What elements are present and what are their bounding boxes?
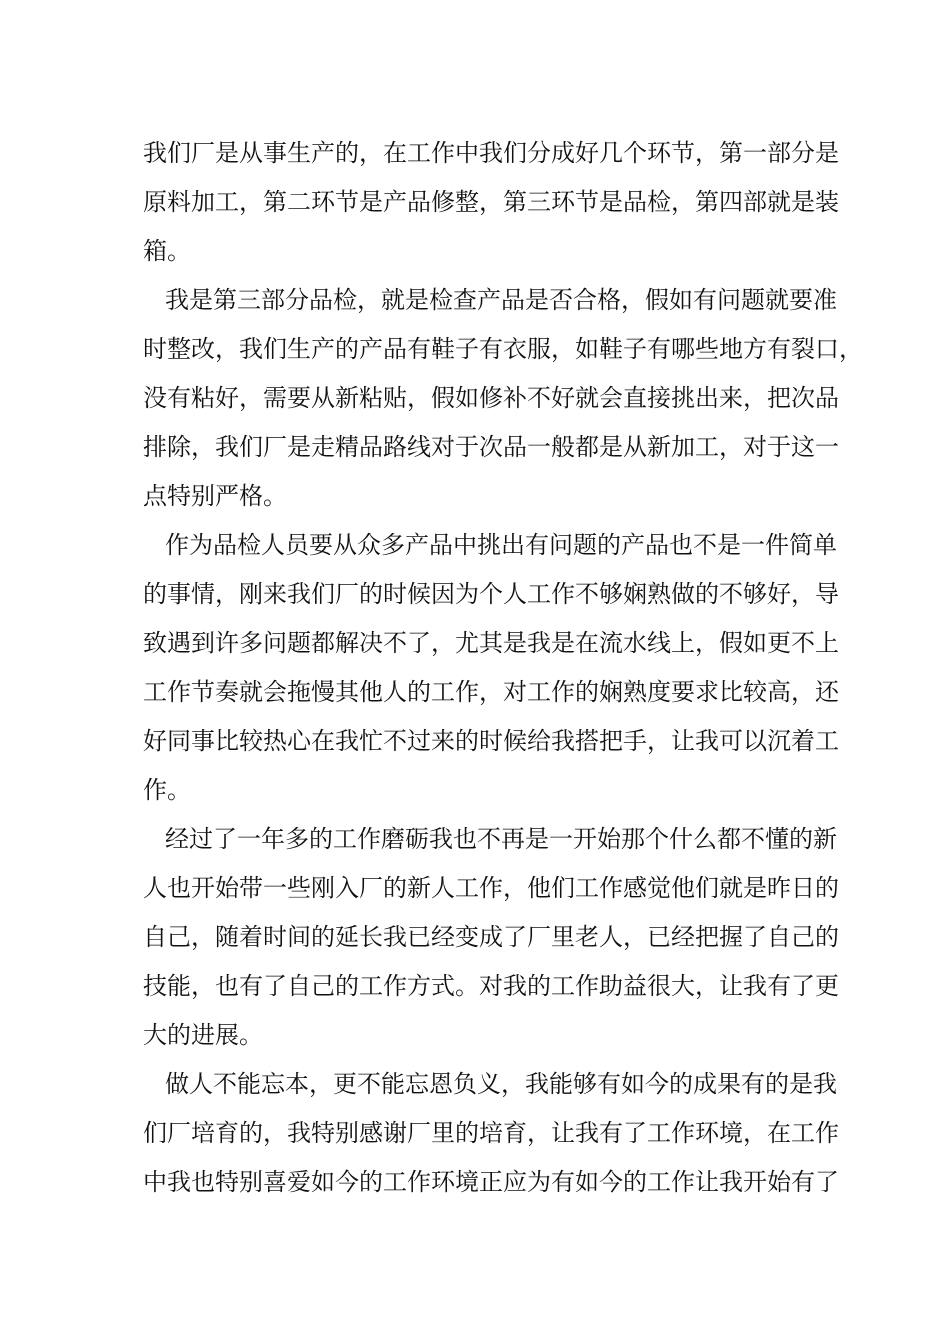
paragraph-3-line-2: 的事情，刚来我们厂的时候因为个人工作不够娴熟做的不够好，导 [143, 580, 839, 608]
paragraph-1-line-1: 我们厂是从事生产的，在工作中我们分成好几个环节，第一部分是 [143, 139, 839, 167]
paragraph-2-line-1: 我是第三部分品检，就是检查产品是否合格，假如有问题就要准 [165, 286, 837, 314]
paragraph-3-line-3: 致遇到许多问题都解决不了，尤其是我是在流水线上，假如更不上 [143, 629, 839, 657]
paragraph-1-line-3: 箱。 [143, 237, 191, 265]
body-text [143, 129, 863, 1207]
paragraph-5-line-1: 做人不能忘本，更不能忘恩负义，我能够有如今的成果有的是我 [165, 1070, 837, 1098]
paragraph-3-line-6: 作。 [143, 776, 191, 804]
paragraph-4-line-3: 自己，随着时间的延长我已经变成了厂里老人，已经把握了自己的 [143, 923, 839, 951]
paragraph-5-line-3: 中我也特别喜爱如今的工作环境正应为有如今的工作让我开始有了 [143, 1168, 839, 1196]
paragraph-3-line-1: 作为品检人员要从众多产品中挑出有问题的产品也不是一件简单 [165, 531, 837, 559]
paragraph-4-line-2: 人也开始带一些刚入厂的新人工作，他们工作感觉他们就是昨日的 [143, 874, 839, 902]
paragraph-2-line-4: 排除，我们厂是走精品路线对于次品一般都是从新加工，对于这一 [143, 433, 839, 461]
paragraph-4-line-4: 技能，也有了自己的工作方式。对我的工作助益很大，让我有了更 [143, 972, 839, 1000]
paragraph-2-line-5: 点特别严格。 [143, 482, 287, 510]
paragraph-5-line-2: 们厂培育的，我特别感谢厂里的培育，让我有了工作环境，在工作 [143, 1119, 839, 1147]
paragraph-4-line-5: 大的进展。 [143, 1021, 263, 1049]
paragraph-1-line-2: 原料加工，第二环节是产品修整，第三环节是品检，第四部就是装 [143, 188, 839, 216]
paragraph-3-line-4: 工作节奏就会拖慢其他人的工作，对工作的娴熟度要求比较高，还 [143, 678, 839, 706]
paragraph-3-line-5: 好同事比较热心在我忙不过来的时候给我搭把手，让我可以沉着工 [143, 727, 839, 755]
paragraph-2-line-2: 时整改，我们生产的产品有鞋子有衣服，如鞋子有哪些地方有裂口， [143, 335, 863, 363]
paragraph-2-line-3: 没有粘好，需要从新粘贴，假如修补不好就会直接挑出来，把次品 [143, 384, 839, 412]
paragraph-4-line-1: 经过了一年多的工作磨砺我也不再是一开始那个什么都不懂的新 [165, 825, 837, 853]
